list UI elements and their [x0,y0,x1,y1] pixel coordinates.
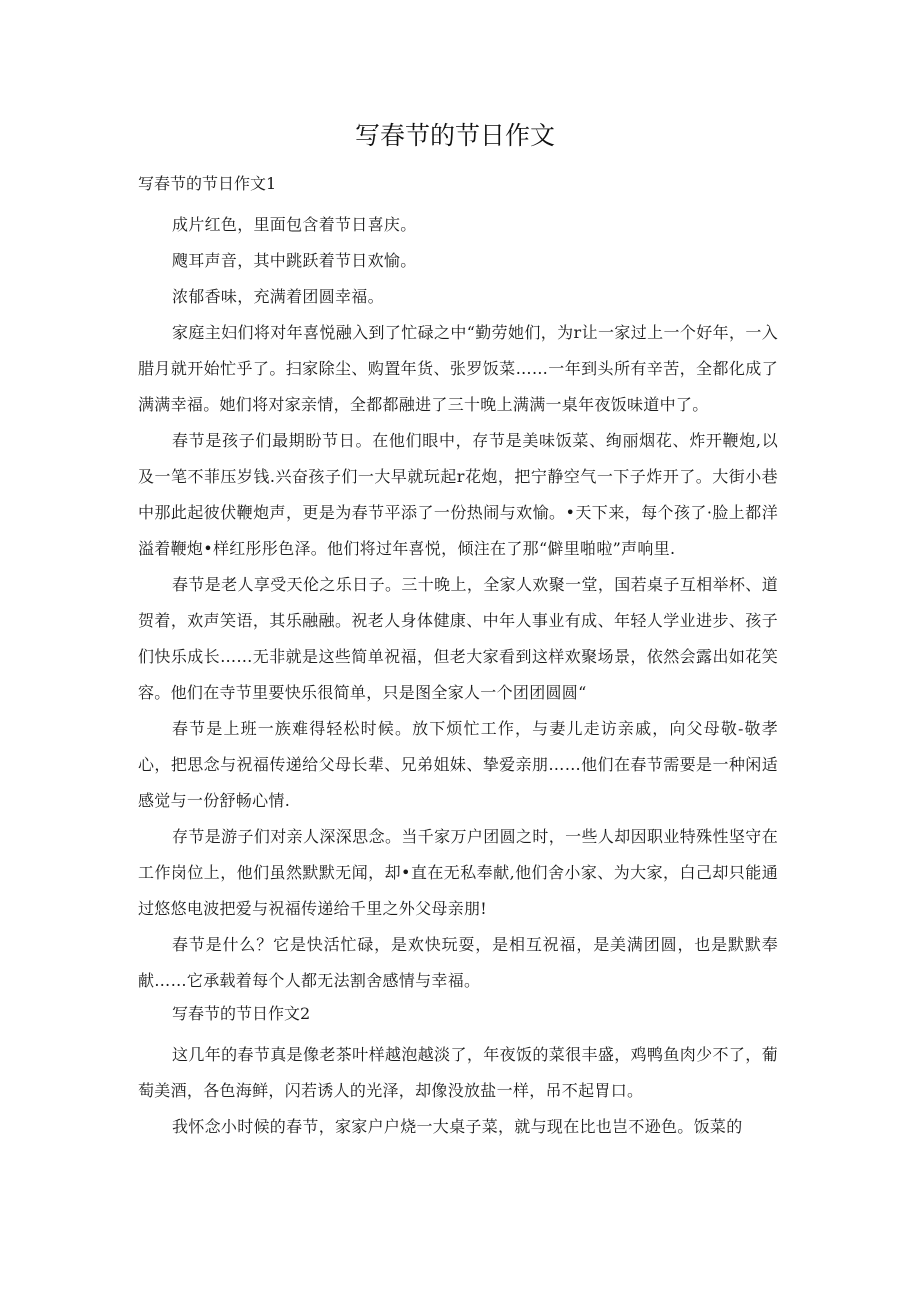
section-heading-1: 写春节的节日作文1 [138,174,277,193]
document-title: 写春节的节日作文 [354,121,555,150]
paragraph: 春节是孩子们最期盼节日。在他们眼中，存节是美味饭菜、绚丽烟花、炸开鞭炮,以及一笔不菲压岁钱.兴奋孩子们一大早就玩起r花炮，把宁静空气一下子炸开了。大街小巷中那此起彼伏鞭炮声，更是为春节平添了一份热闹与欢愉。•天下来，每个孩了·脸上都洋溢着鞭炮•样红彤彤色泽。他们将过年喜悦，倾注在了那“僻里啪啦”声响里. [138,431,778,558]
section-heading-2: 写春节的节日作文2 [172,1004,311,1023]
paragraph: 家庭主妇们将对年喜悦融入到了忙碌之中“勤劳她们，为r让一家过上一个好年，一入腊月就开始忙乎了。扫家除尘、购置年货、张罗饭菜……一年到头所有辛苦，全都化成了满满幸福。她们将对家亲情，全都都融进了三十晚上满满一桌年夜饭味道中了。 [138,323,778,414]
paragraph: 成片红色，里面包含着节日喜庆。 [172,215,417,234]
paragraph: 飕耳声音，其中跳跃着节日欢愉。 [172,251,417,270]
paragraph: 春节是老人享受天伦之乐日子。三十晚上，全家人欢聚一堂，国若桌子互相举杯、道贺着，欢声笑语，其乐融融。祝老人身体健康、中年人事业有成、年轻人学业进步、孩子们快乐成长……无非就是这些简单祝福，但老大家看到这样欢聚场景，依然会露出如花笑容。他们在寺节里要快乐很简单，只是图全家人一个团团圆圆“ [138,575,778,702]
paragraph: 存节是游子们对亲人深深思念。当千家万户团圆之时，一些人却因职业特殊性坚守在工作岗位上，他们虽然默默无闻，却•直在无私奉献,他们舍小家、为大家，白己却只能通过悠悠电波把爱与祝福传递给千里之外父母亲朋! [138,827,778,918]
paragraph: 春节是什么？它是快活忙碌，是欢快玩耍，是相互祝福，是美满团圆，也是默默奉献……它承载着每个人都无法割舍感情与幸福。 [138,935,778,990]
paragraph: 春节是上班一族难得轻松时候。放下烦忙工作，与妻儿走访亲戚，向父母敬-敬孝心，把思念与祝福传递给父母长辈、兄弟姐妹、挚爱亲朋……他们在春节需要是一种闲适感觉与一份舒畅心情. [138,719,778,810]
paragraph: 我怀念小时候的春节，家家户户烧一大桌子菜，就与现在比也岂不逊色。饭菜的 [172,1117,743,1136]
document-body [138,171,778,1145]
paragraph: 这几年的春节真是像老茶叶样越泡越淡了，年夜饭的菜很丰盛，鸡鸭鱼肉少不了，葡萄美酒，各色海鲜，闪若诱人的光泽，却像没放盐一样，吊不起胃口。 [138,1045,778,1100]
paragraph: 浓郁香味，充满着团圆幸福。 [172,287,384,306]
